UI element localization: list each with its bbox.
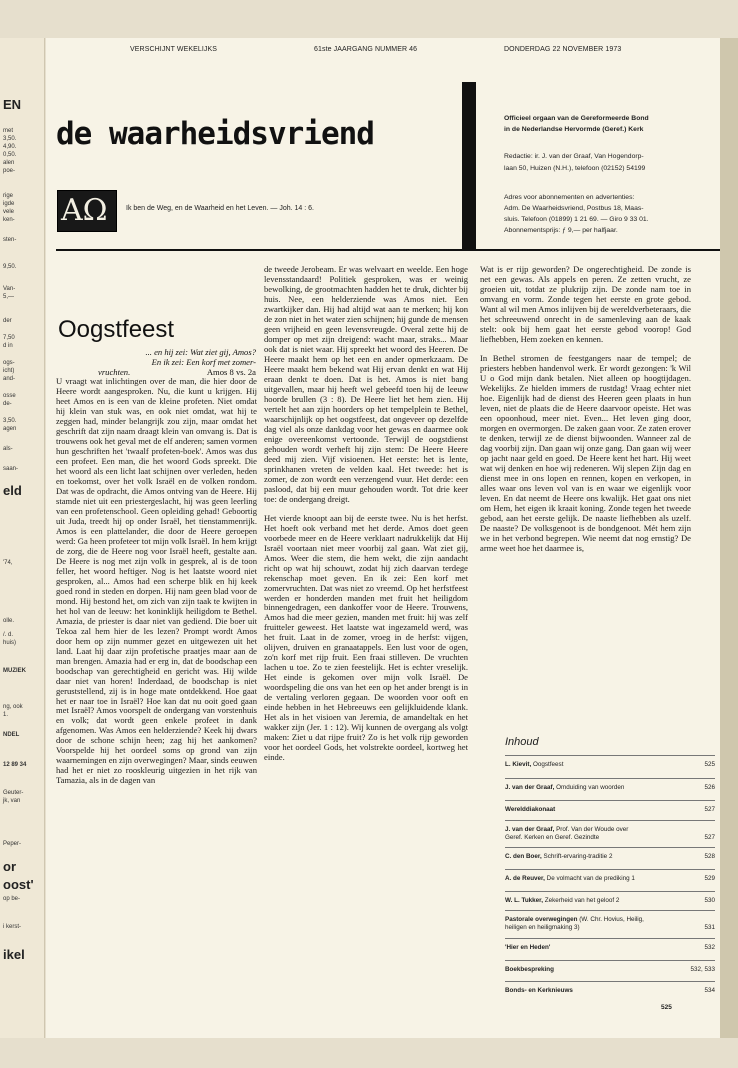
contents-title: Schrift-ervaring-traditie 2: [543, 853, 613, 860]
underlay-fragment: 1.: [3, 712, 9, 718]
contents-author: W. L. Tukker,: [505, 897, 544, 904]
underlay-fragment: poe-: [3, 168, 16, 174]
underlay-fragment: eld: [3, 483, 22, 498]
masthead-rule: [56, 249, 720, 251]
article-column-1: [56, 376, 257, 998]
underlay-fragment: rige: [3, 193, 14, 199]
contents-page: 525: [704, 761, 715, 768]
contents-page: 527: [704, 806, 715, 813]
info-redactie-1: Redactie: ir. J. van der Graaf, Van Hogendorp-: [504, 153, 644, 160]
underlay-fragment: 3,50.: [3, 418, 17, 424]
contents-rule: [505, 847, 715, 848]
underlay-fragment: osse: [3, 393, 16, 399]
epigraph-line: En ik zei: Een korf met zomer-: [151, 357, 256, 367]
contents-page: 531: [704, 924, 715, 931]
contents-item: [505, 897, 715, 905]
underlay-fragment: i kerst-: [3, 924, 21, 930]
contents-author: Pastorale overwegingen: [505, 916, 578, 923]
underlay-fragment: Van-: [3, 286, 16, 292]
underlay-fragment: met: [3, 128, 14, 134]
contents-title: Omduiding van woorden: [556, 784, 625, 791]
underlay-fragment: de-: [3, 401, 12, 407]
masthead-bar: [462, 82, 476, 250]
contents-entry: [505, 761, 677, 769]
info-adres-1: Adres voor abonnementen en advertenties:: [504, 194, 635, 201]
epigraph-line: vruchten.: [98, 367, 131, 377]
contents-page: 530: [704, 897, 715, 904]
underlay-fragment: oost': [3, 877, 34, 892]
underlay-fragment: vele: [3, 209, 15, 215]
contents-page: 529: [704, 875, 715, 882]
underlying-page-strip: [0, 38, 45, 1038]
underlay-fragment: ogs-: [3, 360, 15, 366]
contents-title: Prof. Van der Woude over: [556, 826, 629, 833]
contents-item: [505, 806, 715, 814]
contents-item: [505, 826, 715, 842]
underlay-fragment: ng, ook: [3, 704, 23, 710]
contents-entry: [505, 875, 677, 883]
underlay-fragment: op be-: [3, 896, 21, 902]
contents-title: Geref. Kerken en Geref. Gezindte: [505, 834, 600, 841]
contents-item: [505, 916, 715, 932]
article-paragraph: Het vierde knoopt aan bij de eerste twee. Nu is het herfst. Het hoeft ook verband met het derde. Amos doet geen voorbede meer en de Heere verklaart nadrukkelijk dat Hij Israël voortaan niet meer voorbij zal gaan. Wat ziet gij, Amos. Weer die stem, die hem wekt, die zijn aandacht richt op wat hij schouwt, zodat hij zich daarvan terdege rekenschap moet geven. En ik zei: Een korf met zomervruchten. Dat was niet zo vreemd. Op het herfstfeest werden er honderden manden met fruit het heiligdom binnengedragen, een dankoffer voor de Heere. Trouwens, Amos had die meer gezien, manden met fruit: hij was zelf fruitteler geweest. Het laatste wat ingezameld werd, was het fruit. Laat in de zomer, vroeg in de herfst: vijgen, olijven, druiven en granaatappels. Een lust voor de ogen, zo'n korf met rijp fruit. Een fraai stilleven. De vruchten lachen u toe. Zo te zien feestelijk. Het is echter vreselijk. Het einde is gekomen over mijn volk Israël. De woordspeling die ons van het een op het ander brengt is in de vertaling verloren gegaan. De woorden voor ooft en einde hebben in het Hebreeuws een gelijkluidende klank. Het als in het visioen van Jeremia, de amandeltak en het wakker zijn (Jer. 1 : 12). Wij kunnen de overgang als volgt maken: Ziet u dat rijpe fruit? Zo is het volk rijp geworden voor het oordeel Gods, het volstrekte oordeel, kortweg het einde.: [264, 512, 468, 763]
underlay-fragment: 7,50: [3, 335, 15, 341]
contents-item: [505, 853, 715, 861]
underlay-fragment: sten-: [3, 237, 17, 243]
underlay-fragment: Peper-: [3, 841, 22, 847]
epigraph-line: ... en hij zei: Wat ziet gij, Amos?: [145, 347, 256, 357]
contents-rule: [505, 981, 715, 982]
contents-entry: [505, 987, 677, 995]
logo-glyphs: AΩ: [61, 193, 108, 228]
info-organ-2: in de Nederlandse Hervormde (Geref.) Kerk: [504, 126, 644, 133]
contents-entry: [505, 966, 677, 974]
contents-title: (W. Chr. Hovius, Heilig,: [579, 916, 644, 923]
contents-entry: [505, 944, 677, 952]
contents-entry: [505, 897, 677, 905]
underlay-fragment: '74,: [3, 560, 13, 566]
contents-author: C. den Boer,: [505, 853, 542, 860]
underlay-fragment: 5,—: [3, 294, 15, 300]
article-paragraph: In Bethel stromen de feestgangers naar de tempel; de priesters hebben handenvol werk. Er wordt gezongen: 'k Wil U o God mijn dank betalen. Niet alleen op hoogtijdagen. Wekelijks. Ze hielden immers de rustdag! Vraag echter niet hoe. Eigenlijk had de dienst des Heeren geen plaats in hun leven, niet de plaats die de Heere daarvoor opeiste. Het was een opoonhoud, meer niet. Even... Het leven ging door, morgen en overmorgen. De zaken gaan voor. Ze zaten erover te denken, terwijl ze de dienst bijwoonden. Wanneer zal de dag voorbij zijn. Dan gaan wij onze gang. Dan gaan wij weer op jacht naar geld en goed. De Heere kent het hart. Hij weet wat wij denken en hoe wij redeneren. Wij slepen Zijn dag en dienst mee in ons lopen en rennen, kopen en verkopen, in alles waar ons leven vol van is en waar we eigenlijk voor leven. En dat neemt de Heere ons kwalijk. Het gaat ons niet om Hem, het eigen ik kraait koning. Zonde tegen het tweede gebod, aan het eerste gelijk. De naaste liefhebben als uzelf. De naaste? De volksgenoot is de bondgenoot. Mét hem zijn we in het verbond begrepen. Wie neemt dat nog ernstig? De arme weet hoe het daarmee is,: [480, 352, 691, 553]
underlay-fragment: 9,50.: [3, 264, 17, 270]
contents-entry: [505, 853, 677, 861]
info-organ-1: Officieel orgaan van de Gereformeerde Bond: [504, 115, 649, 122]
contents-rule: [505, 910, 715, 911]
contents-item: [505, 944, 715, 952]
contents-author: 'Hier en Heden': [505, 944, 551, 951]
contents-entry: [505, 784, 677, 792]
contents-author: Boekbespreking: [505, 966, 554, 973]
contents-item: [505, 987, 715, 995]
underlay-fragment: /. d.: [3, 632, 14, 638]
underlay-fragment: als-: [3, 446, 13, 452]
info-adres-4: Abonnementsprijs: ƒ 9,— per halfjaar.: [504, 227, 618, 234]
header-frequency: VERSCHIJNT WEKELIJKS: [130, 46, 218, 53]
contents-rule: [505, 938, 715, 939]
underlay-fragment: alen: [3, 160, 15, 166]
article-paragraph: U vraagt wat inlichtingen over de man, die hier door de Heere wordt aangesproken. Nu, die kunt u krijgen. Hij heet Amos en is een van de kleine profeten. Niet omdat hij klein van stuk was, en ook niet omdat, wat hij te zeggen had, minder belangrijk zou zijn, maar omdat het geschrift dat zijn naam draagt klein van omvang is. Dat is trouwens ook het geval met de elf anderen; samen vormen hun geschriften het 'twaalf profeten-boek'. Amos was dus een profeet. Een man, die het woord Gods spreekt. Die het woord als een licht laat schijnen over verleden, heden en toekomst, over het volk Israël en de volken rondom. Dat was de opdracht, die Amos ontving van de Heere. Hij stamde niet uit een priestergeslacht, hij was geen leerling van een profetenschool. Geen opleiding gehad! Geboortig uit Juda, treedt hij op onder Israël, het tienstammenrijk. Amos is een plattelander, die door de Heere geroepen werd: Ga heen profeteer tot mijn volk Israël. In hem krijgt de zorg, die de Heere nog voor Israël heeft, gestalte aan. De Heere is nog met zijn volk in gesprek, al is de toon feller, het woord heftiger. Nog is het laatste woord niet gesproken, al... Amos had een scherpe blik en hij keek goed rond in steden en dorpen. Hij nam geen blad voor de mond. Hij bestond het, om zich van zijn taak te kwijten in het hol van de leeuw: het koninklijk heiligdom te Bethel. Amazia, de priester is daar niet van gediend. Die boer uit Tekoa zal hem hier de les lezen? Prompt wordt Amos door hem op zijn nummer gezet en uitgewezen uit het land. Laat hij daar zijn profetische praatjes maar aan de man brengen. Amazia had er erg in, dat de boodschap een boodschap van gerechtigheid en gericht was. Hij wilde daar niet van horen! Inderdaad, de boodschap is niet geruststellend, zij is in hoge mate ontdekkend. Hoe gaat het er naar toe in Israël? Hoe kan dat nu ooit goed gaan met Israël? Amos voorspelt de ondergang van vorstenhuis en volk; dat wordt geen enkele profeet in dank afgenomen. Was Amos een helderziende? Keek hij dwars door de schone schijn heen; zag hij het aankomen? Voorspelde hij het oordeel soms op grond van zijn waarnemingen en zijn overwegingen? Maar, sinds eeuwen had het er niet zo rooskleurig uitgezien in het rijk van Tamazia, als in de dagen van: [56, 376, 257, 786]
contents-rule: [505, 891, 715, 892]
contents-entry: [505, 826, 677, 842]
underlay-fragment: 3,50.: [3, 136, 17, 142]
contents-author: A. de Reuver,: [505, 875, 545, 882]
contents-title: Oogstfeest: [533, 761, 564, 768]
contents-heading: Inhoud: [505, 736, 539, 748]
page-edge: [720, 38, 738, 1038]
contents-author: Bonds- en Kerknieuws: [505, 987, 573, 994]
contents-page: 528: [704, 853, 715, 860]
article-column-2: [264, 264, 468, 998]
alpha-omega-logo: [57, 190, 117, 232]
underlay-fragment: der: [3, 318, 12, 324]
contents-entry: [505, 806, 677, 814]
article-paragraph: de tweede Jerobeam. Er was welvaart en weelde. Een hoge levensstandaard! Politiek gesproken, was er weinig bewolking, de grootmachten hadden het te druk, dichter bij huis. Nee, een helderziende was Amos niet. Een zwartkijker dan. Hij had altijd wat aan te merken; hij kon de zon niet in het water zien schijnen; hij gunde de mensen geen vrijheid en geen levensvreugde. Overal zette hij de domper op met zijn dreigend: wacht maar, straks... Maar ook dat is niet waar. Hij spreekt het woord des Heeren. De Heere maakt hem op het een en ander opmerkzaam. De Heere maakt hem bekend wat Hij ervan denkt en wat Hij eraan denkt te doen. Dat is het. Amos is niet bang uitgevallen, maar hij heeft wel gebeefd toen hij de leeuw hoorde brullen (3 : 8). De Heere liet het hem zien. Hij vertelt het aan zijn hoorders op het tempelplein te Bethel, waarschijnlijk op het oogstfeest, dat ongeveer op dezelfde dag viel als onze dankdag voor het gewas en daarmee ook enige overeenkomst vertoonde. Terwijl de oogstdienst gehouden wordt verheft hij zijn stem: De Heere Heere deed mij zien. Vijf visioenen. Het eerste: het is lente, sprinkhanen vreten de velden kaal. Het tweede: het is zomer, de zon wordt een verzengend vuur. Het derde: een paslood, dat bij een muur gehouden wordt. Tot drie keer toe: de ondergang dreigt.: [264, 264, 468, 504]
header-issue: 61ste JAARGANG NUMMER 46: [314, 46, 418, 53]
underlay-fragment: and-: [3, 376, 16, 382]
underlay-fragment: 12 89 34: [3, 762, 27, 768]
underlay-fragment: saan-: [3, 466, 19, 472]
underlay-fragment: ken-: [3, 217, 15, 223]
article-epigraph: [98, 347, 256, 377]
underlay-fragment: Geuter-: [3, 790, 24, 796]
contents-page: 526: [704, 784, 715, 791]
underlay-fragment: d in: [3, 343, 13, 349]
contents-author: J. van der Graaf,: [505, 826, 555, 833]
underlay-fragment: ikel: [3, 947, 25, 962]
contents-item: [505, 966, 715, 974]
contents-author: J. van der Graaf,: [505, 784, 555, 791]
info-adres-2: Adm. De Waarheidsvriend, Postbus 18, Maas-: [504, 205, 644, 212]
contents-title: De volmacht van de prediking 1: [546, 875, 635, 882]
contents-title: heiligen en heiligmaking 3): [505, 924, 580, 931]
contents-rule: [505, 960, 715, 961]
info-redactie-2: laan 50, Huizen (N.H.), telefoon (02152) 54199: [504, 165, 646, 172]
contents-author: Werelddiakonaat: [505, 806, 556, 813]
contents-rule: [505, 778, 715, 779]
article-column-3: [480, 264, 691, 716]
contents-page: 532: [704, 944, 715, 951]
contents-item: [505, 784, 715, 792]
underlay-fragment: icht): [3, 368, 15, 374]
contents-entry: [505, 916, 677, 932]
underlay-fragment: MUZIEK: [3, 668, 26, 674]
underlay-fragment: NDEL: [3, 732, 20, 738]
article-paragraph: Wat is er rijp geworden? De ongerechtigheid. De zonde is net een gewas. Als appels en peren. Ze zetten vrucht, ze groeien uit, totdat ze plukrijp zijn. De zonde nam toe in omvang en vorm. Zonde tegen het eerste en grote gebod. Want al wil men Amos inlijven bij de wereldverbeteraars, die het schreeuwend onrecht in de samenleving aan de kaak stelt: ook bij hem gaat het eerste gebod voorop! God liefhebben, Hem zoeken en kennen.: [480, 264, 691, 344]
contents-author: L. Kievit,: [505, 761, 532, 768]
epigraph-reference: Amos 8 vs. 2a: [206, 367, 256, 377]
contents-page: 527: [704, 834, 715, 841]
contents-item: [505, 761, 715, 769]
article-title: Oogstfeest: [58, 316, 175, 343]
motto: Ik ben de Weg, en de Waarheid en het Leven. — Joh. 14 : 6.: [126, 205, 314, 212]
info-adres-3: sluis. Telefoon (01899) 1 21 69. — Giro 9 33 01.: [504, 216, 649, 223]
underlay-fragment: huis): [3, 640, 17, 646]
underlay-fragment: EN: [3, 97, 22, 112]
contents-rule: [505, 820, 715, 821]
underlay-fragment: 4,90.: [3, 144, 17, 150]
underlay-fragment: agen: [3, 426, 17, 432]
page-number: 525: [661, 1004, 672, 1011]
underlay-fragment: or: [3, 859, 16, 874]
contents-rule: [505, 800, 715, 801]
underlay-fragment: igde: [3, 201, 15, 207]
contents-page: 534: [704, 987, 715, 994]
header-date: DONDERDAG 22 NOVEMBER 1973: [504, 46, 622, 53]
contents-page: 532, 533: [690, 966, 715, 973]
underlay-fragment: 0,50.: [3, 152, 17, 158]
contents-item: [505, 875, 715, 883]
underlay-fragment: olle.: [3, 618, 15, 624]
masthead-title: de waarheidsvriend: [56, 116, 374, 152]
contents-rule: [505, 755, 715, 756]
contents-rule: [505, 869, 715, 870]
contents-title: Zekerheid van het geloof 2: [544, 897, 620, 904]
underlay-fragment: jk, van: [3, 798, 21, 804]
